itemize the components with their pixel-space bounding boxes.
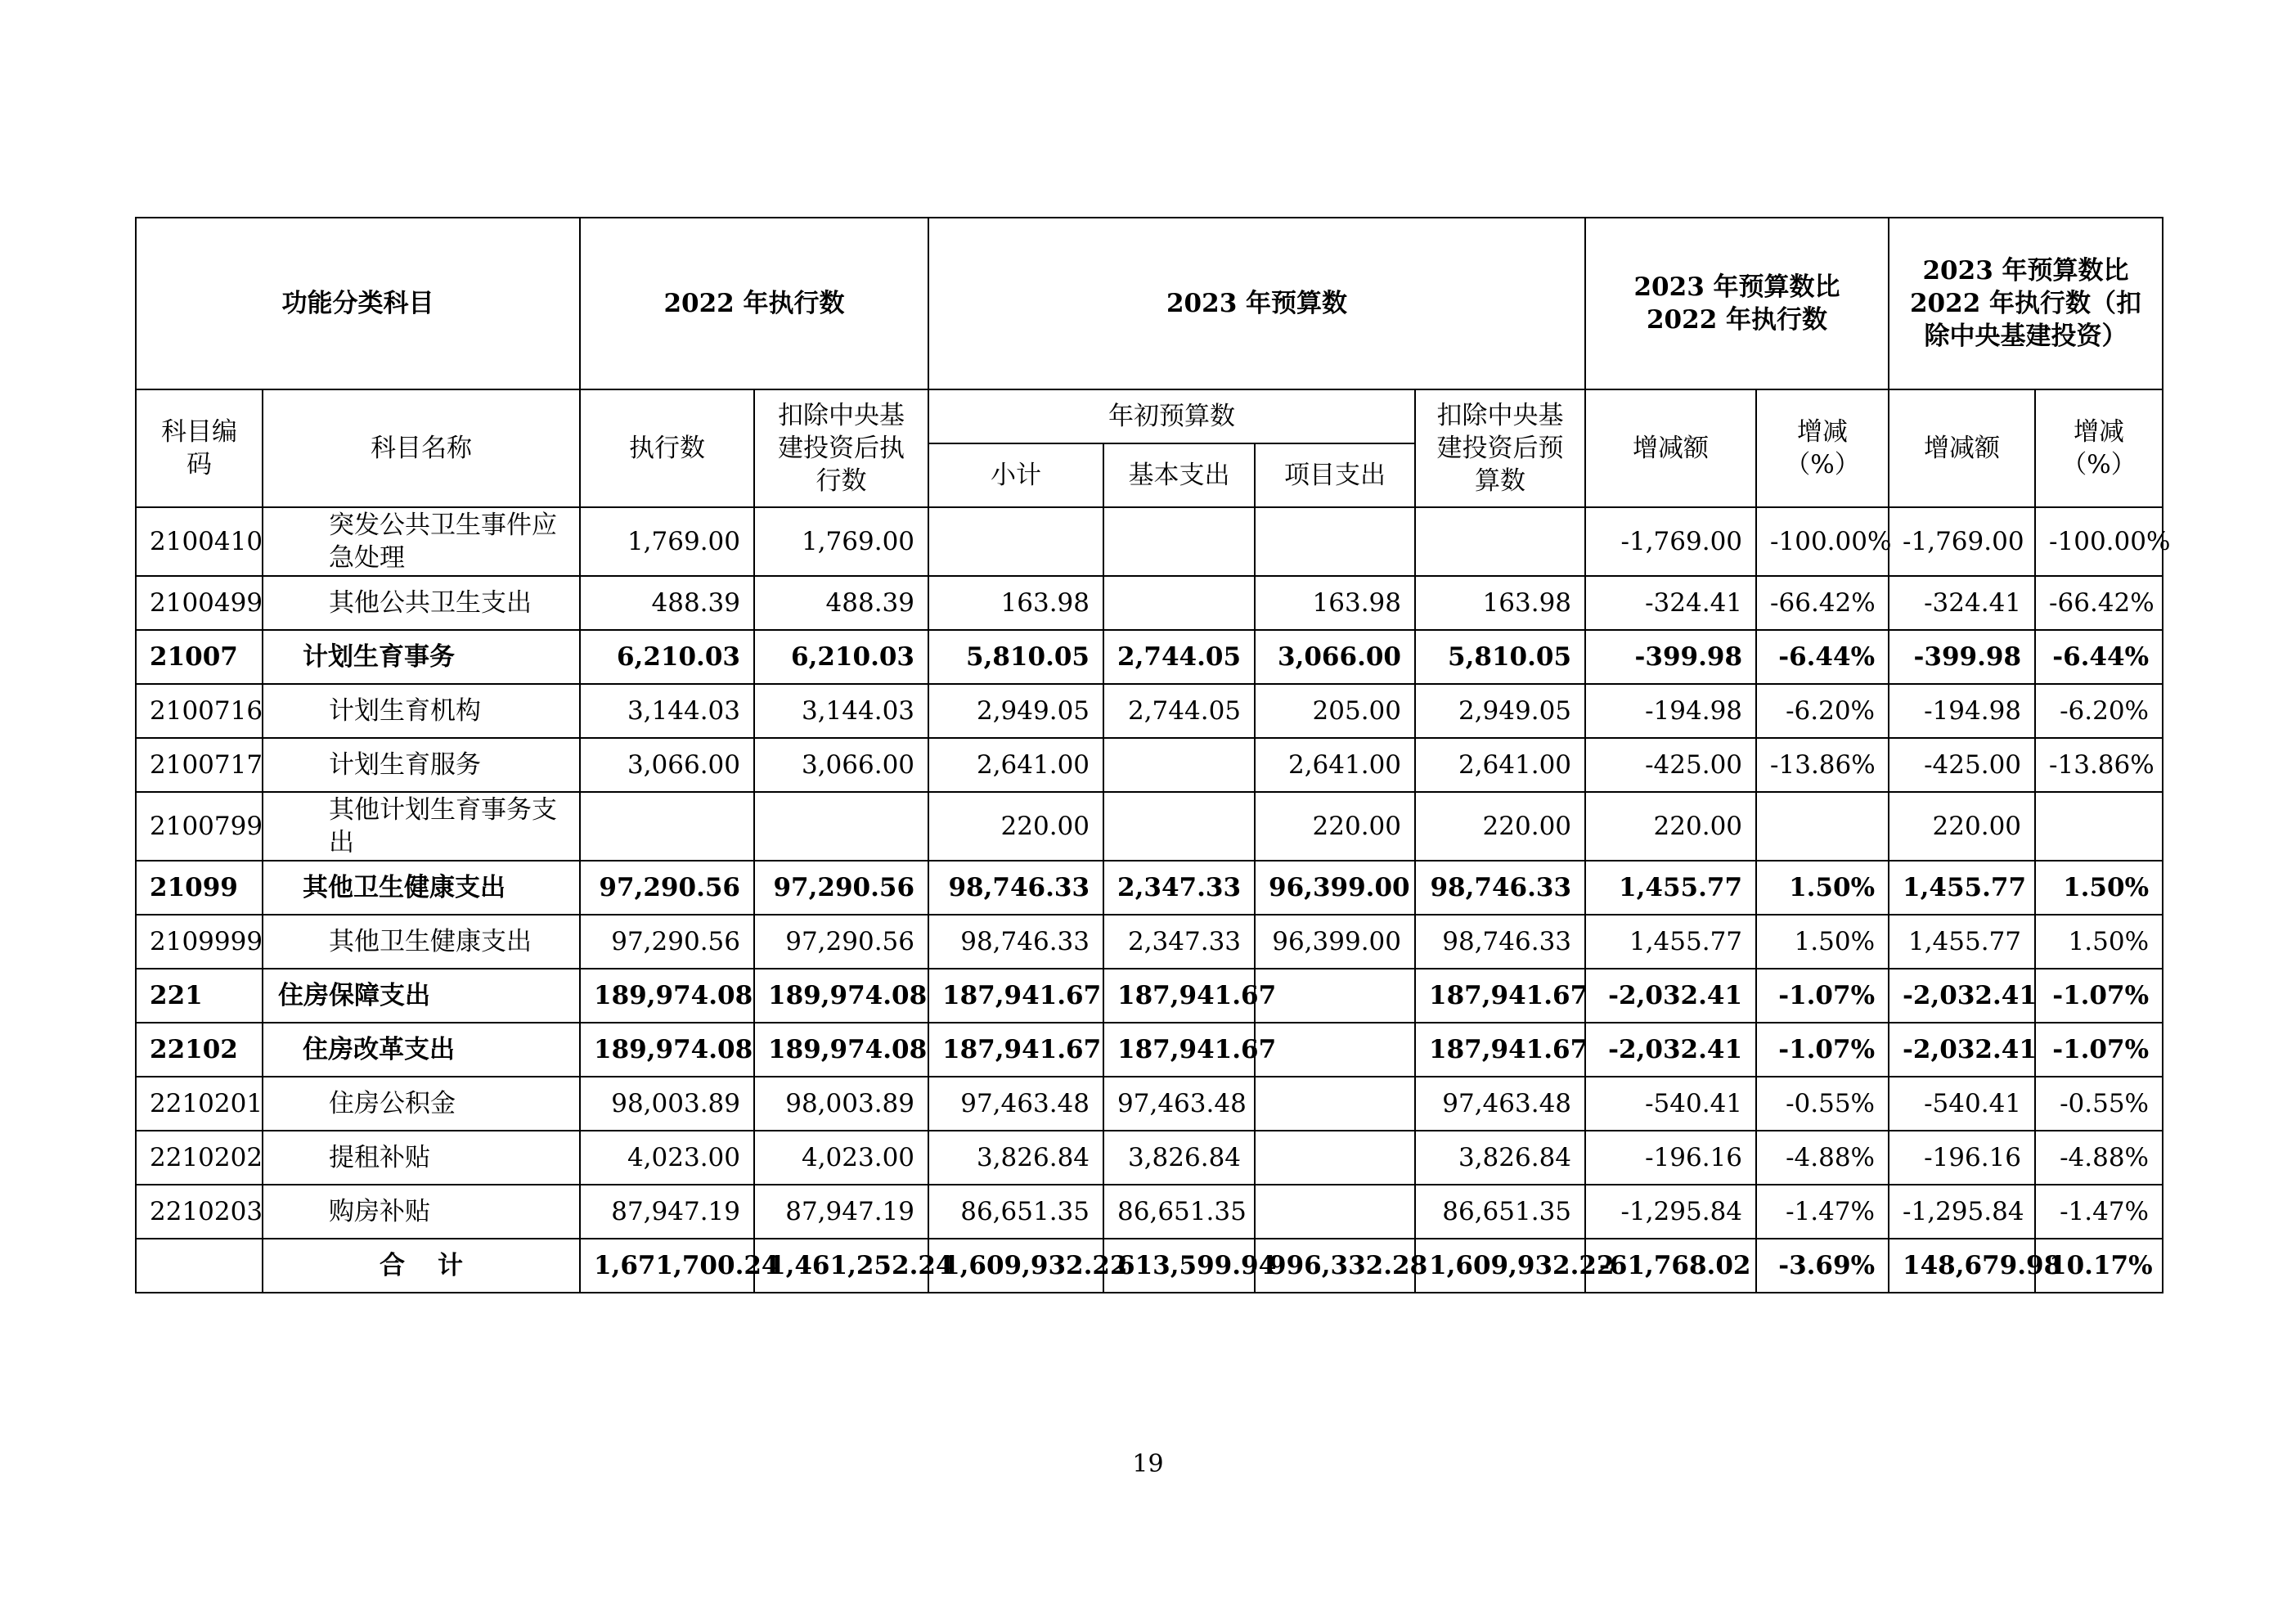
cell-project: 163.98 — [1255, 576, 1415, 630]
header-budget-excl: 扣除中央基建投资后预算数 — [1415, 389, 1585, 507]
cell-subtotal: 220.00 — [928, 792, 1103, 861]
cell-pct-1: 1.50% — [1756, 861, 1889, 915]
header-pct-2: 增减（%） — [2035, 389, 2163, 507]
cell-change-1: 1,455.77 — [1585, 915, 1756, 969]
cell-pct-2: 10.17% — [2035, 1239, 2163, 1293]
cell-code: 221 — [136, 969, 263, 1023]
cell-budget-excl — [1415, 507, 1585, 576]
cell-project — [1255, 507, 1415, 576]
cell-exec-2022: 4,023.00 — [580, 1131, 754, 1185]
cell-pct-2: -1.07% — [2035, 1023, 2163, 1077]
cell-budget-excl: 1,609,932.22 — [1415, 1239, 1585, 1293]
cell-exec-2022: 3,144.03 — [580, 684, 754, 738]
cell-basic: 86,651.35 — [1103, 1185, 1255, 1239]
cell-subtotal: 187,941.67 — [928, 1023, 1103, 1077]
cell-code: 2100799 — [136, 792, 263, 861]
cell-subtotal: 98,746.33 — [928, 915, 1103, 969]
cell-project: 3,066.00 — [1255, 630, 1415, 684]
cell-change-2: 1,455.77 — [1889, 915, 2035, 969]
cell-exec-excl: 189,974.08 — [754, 969, 928, 1023]
cell-change-2: -2,032.41 — [1889, 1023, 2035, 1077]
cell-name: 住房保障支出 — [263, 969, 580, 1023]
header-budget-2023: 2023 年预算数 — [928, 218, 1585, 389]
table-row — [136, 1185, 2163, 1239]
cell-budget-excl: 98,746.33 — [1415, 915, 1585, 969]
cell-subtotal: 187,941.67 — [928, 969, 1103, 1023]
cell-subtotal: 163.98 — [928, 576, 1103, 630]
cell-basic: 2,744.05 — [1103, 630, 1255, 684]
cell-code — [136, 1239, 263, 1293]
header-exec-num: 执行数 — [580, 389, 754, 507]
cell-subtotal: 3,826.84 — [928, 1131, 1103, 1185]
cell-basic — [1103, 738, 1255, 792]
cell-pct-2: -1.07% — [2035, 969, 2163, 1023]
page-number: 19 — [1132, 1450, 1164, 1478]
cell-exec-2022: 189,974.08 — [580, 969, 754, 1023]
header-change-2: 增减额 — [1889, 389, 2035, 507]
header-pct-1: 增减（%） — [1756, 389, 1889, 507]
cell-exec-excl: 97,290.56 — [754, 915, 928, 969]
cell-exec-2022: 1,671,700.24 — [580, 1239, 754, 1293]
cell-basic: 3,826.84 — [1103, 1131, 1255, 1185]
cell-code: 2210203 — [136, 1185, 263, 1239]
header-compare-2: 2023 年预算数比 2022 年执行数（扣除中央基建投资） — [1889, 218, 2163, 389]
cell-exec-excl: 97,290.56 — [754, 861, 928, 915]
cell-basic: 2,347.33 — [1103, 915, 1255, 969]
table-row — [136, 915, 2163, 969]
cell-pct-2: -66.42% — [2035, 576, 2163, 630]
cell-exec-2022: 97,290.56 — [580, 861, 754, 915]
cell-change-1: 1,455.77 — [1585, 861, 1756, 915]
cell-pct-2: -6.44% — [2035, 630, 2163, 684]
table-row — [136, 1023, 2163, 1077]
cell-exec-excl: 1,769.00 — [754, 507, 928, 576]
table-row — [136, 507, 2163, 576]
cell-pct-2: -1.47% — [2035, 1185, 2163, 1239]
table-row — [136, 861, 2163, 915]
cell-change-2: -399.98 — [1889, 630, 2035, 684]
cell-change-1: -399.98 — [1585, 630, 1756, 684]
cell-change-1: -324.41 — [1585, 576, 1756, 630]
cell-project — [1255, 1131, 1415, 1185]
cell-project — [1255, 1023, 1415, 1077]
cell-budget-excl: 86,651.35 — [1415, 1185, 1585, 1239]
cell-exec-2022: 87,947.19 — [580, 1185, 754, 1239]
cell-name: 购房补贴 — [263, 1185, 580, 1239]
cell-change-1: -2,032.41 — [1585, 1023, 1756, 1077]
cell-pct-1: -6.44% — [1756, 630, 1889, 684]
cell-change-1: -540.41 — [1585, 1077, 1756, 1131]
cell-name: 提租补贴 — [263, 1131, 580, 1185]
cell-pct-2: -4.88% — [2035, 1131, 2163, 1185]
header-exec-2022: 2022 年执行数 — [580, 218, 928, 389]
cell-exec-excl: 189,974.08 — [754, 1023, 928, 1077]
header-project: 项目支出 — [1255, 443, 1415, 507]
cell-pct-1: -100.00% — [1756, 507, 1889, 576]
cell-name: 计划生育服务 — [263, 738, 580, 792]
cell-pct-1: 1.50% — [1756, 915, 1889, 969]
cell-basic: 2,744.05 — [1103, 684, 1255, 738]
cell-pct-2: -13.86% — [2035, 738, 2163, 792]
cell-project: 2,641.00 — [1255, 738, 1415, 792]
cell-exec-excl: 87,947.19 — [754, 1185, 928, 1239]
cell-basic — [1103, 507, 1255, 576]
cell-name: 合计 — [263, 1239, 580, 1293]
cell-name: 住房改革支出 — [263, 1023, 580, 1077]
header-compare-1: 2023 年预算数比 2022 年执行数 — [1585, 218, 1889, 389]
budget-table — [135, 217, 2171, 1293]
cell-budget-excl: 5,810.05 — [1415, 630, 1585, 684]
cell-exec-excl: 6,210.03 — [754, 630, 928, 684]
cell-project — [1255, 969, 1415, 1023]
cell-basic — [1103, 792, 1255, 861]
cell-exec-2022 — [580, 792, 754, 861]
table-row — [136, 1131, 2163, 1185]
cell-budget-excl: 187,941.67 — [1415, 969, 1585, 1023]
cell-exec-excl: 3,144.03 — [754, 684, 928, 738]
cell-project: 96,399.00 — [1255, 915, 1415, 969]
table-row — [136, 738, 2163, 792]
table-body — [136, 507, 2171, 1293]
header-initial-budget: 年初预算数 — [928, 389, 1415, 443]
table-row — [136, 630, 2163, 684]
cell-pct-1: -66.42% — [1756, 576, 1889, 630]
cell-pct-1: -13.86% — [1756, 738, 1889, 792]
cell-exec-2022: 189,974.08 — [580, 1023, 754, 1077]
cell-exec-excl: 4,023.00 — [754, 1131, 928, 1185]
cell-budget-excl: 2,641.00 — [1415, 738, 1585, 792]
table-row — [136, 684, 2163, 738]
cell-project: 996,332.28 — [1255, 1239, 1415, 1293]
header-category: 功能分类科目 — [136, 218, 580, 389]
cell-change-2: -2,032.41 — [1889, 969, 2035, 1023]
cell-pct-1: -0.55% — [1756, 1077, 1889, 1131]
cell-pct-1: -1.07% — [1756, 1023, 1889, 1077]
cell-subtotal: 2,641.00 — [928, 738, 1103, 792]
cell-basic: 187,941.67 — [1103, 969, 1255, 1023]
table-row — [136, 969, 2163, 1023]
cell-change-1: -1,769.00 — [1585, 507, 1756, 576]
cell-change-2: -194.98 — [1889, 684, 2035, 738]
cell-budget-excl: 2,949.05 — [1415, 684, 1585, 738]
cell-change-2: -324.41 — [1889, 576, 2035, 630]
cell-pct-2: 1.50% — [2035, 861, 2163, 915]
cell-subtotal — [928, 507, 1103, 576]
total-row — [136, 1239, 2163, 1293]
header-name: 科目名称 — [263, 389, 580, 507]
cell-name: 计划生育机构 — [263, 684, 580, 738]
cell-pct-2: 1.50% — [2035, 915, 2163, 969]
cell-change-1: -2,032.41 — [1585, 969, 1756, 1023]
cell-exec-excl: 98,003.89 — [754, 1077, 928, 1131]
cell-exec-2022: 1,769.00 — [580, 507, 754, 576]
cell-code: 2100716 — [136, 684, 263, 738]
table-row — [136, 576, 2163, 630]
cell-basic: 613,599.94 — [1103, 1239, 1255, 1293]
cell-change-1: -61,768.02 — [1585, 1239, 1756, 1293]
cell-change-2: -540.41 — [1889, 1077, 2035, 1131]
cell-code: 22102 — [136, 1023, 263, 1077]
cell-subtotal: 1,609,932.22 — [928, 1239, 1103, 1293]
cell-exec-2022: 98,003.89 — [580, 1077, 754, 1131]
cell-project — [1255, 1185, 1415, 1239]
cell-change-2: 1,455.77 — [1889, 861, 2035, 915]
cell-budget-excl: 97,463.48 — [1415, 1077, 1585, 1131]
cell-pct-1: -1.07% — [1756, 969, 1889, 1023]
cell-basic: 187,941.67 — [1103, 1023, 1255, 1077]
cell-change-2: -196.16 — [1889, 1131, 2035, 1185]
table-row — [136, 1077, 2163, 1131]
cell-project: 205.00 — [1255, 684, 1415, 738]
cell-subtotal: 5,810.05 — [928, 630, 1103, 684]
cell-code: 2210201 — [136, 1077, 263, 1131]
cell-change-2: -425.00 — [1889, 738, 2035, 792]
cell-code: 21007 — [136, 630, 263, 684]
cell-project: 220.00 — [1255, 792, 1415, 861]
cell-subtotal: 86,651.35 — [928, 1185, 1103, 1239]
cell-code: 2109999 — [136, 915, 263, 969]
table-header — [136, 218, 2163, 507]
cell-pct-1: -4.88% — [1756, 1131, 1889, 1185]
cell-budget-excl: 187,941.67 — [1415, 1023, 1585, 1077]
cell-budget-excl: 98,746.33 — [1415, 861, 1585, 915]
cell-pct-1 — [1756, 792, 1889, 861]
cell-exec-excl: 488.39 — [754, 576, 928, 630]
cell-name: 计划生育事务 — [263, 630, 580, 684]
cell-exec-excl: 3,066.00 — [754, 738, 928, 792]
cell-budget-excl: 3,826.84 — [1415, 1131, 1585, 1185]
cell-code: 2100499 — [136, 576, 263, 630]
header-basic: 基本支出 — [1103, 443, 1255, 507]
cell-change-2: 148,679.98 — [1889, 1239, 2035, 1293]
cell-code: 2100410 — [136, 507, 263, 576]
cell-subtotal: 97,463.48 — [928, 1077, 1103, 1131]
table-row — [136, 792, 2163, 861]
header-subtotal: 小计 — [928, 443, 1103, 507]
cell-exec-2022: 97,290.56 — [580, 915, 754, 969]
header-change-1: 增减额 — [1585, 389, 1756, 507]
cell-code: 2210202 — [136, 1131, 263, 1185]
cell-code: 21099 — [136, 861, 263, 915]
cell-exec-excl — [754, 792, 928, 861]
cell-change-2: 220.00 — [1889, 792, 2035, 861]
cell-change-1: -1,295.84 — [1585, 1185, 1756, 1239]
cell-basic: 97,463.48 — [1103, 1077, 1255, 1131]
cell-exec-2022: 6,210.03 — [580, 630, 754, 684]
cell-exec-excl: 1,461,252.24 — [754, 1239, 928, 1293]
header-code: 科目编码 — [136, 389, 263, 507]
cell-pct-2 — [2035, 792, 2163, 861]
cell-code: 2100717 — [136, 738, 263, 792]
cell-budget-excl: 163.98 — [1415, 576, 1585, 630]
cell-basic: 2,347.33 — [1103, 861, 1255, 915]
cell-name: 住房公积金 — [263, 1077, 580, 1131]
cell-project — [1255, 1077, 1415, 1131]
cell-name: 其他计划生育事务支出 — [263, 792, 580, 861]
cell-subtotal: 2,949.05 — [928, 684, 1103, 738]
cell-exec-2022: 3,066.00 — [580, 738, 754, 792]
cell-name: 其他公共卫生支出 — [263, 576, 580, 630]
cell-change-1: -425.00 — [1585, 738, 1756, 792]
cell-project: 96,399.00 — [1255, 861, 1415, 915]
cell-change-1: -194.98 — [1585, 684, 1756, 738]
cell-basic — [1103, 576, 1255, 630]
cell-change-1: -196.16 — [1585, 1131, 1756, 1185]
cell-change-2: -1,295.84 — [1889, 1185, 2035, 1239]
cell-change-1: 220.00 — [1585, 792, 1756, 861]
cell-pct-2: -0.55% — [2035, 1077, 2163, 1131]
cell-subtotal: 98,746.33 — [928, 861, 1103, 915]
cell-budget-excl: 220.00 — [1415, 792, 1585, 861]
cell-pct-1: -3.69% — [1756, 1239, 1889, 1293]
cell-name: 其他卫生健康支出 — [263, 915, 580, 969]
cell-pct-1: -1.47% — [1756, 1185, 1889, 1239]
cell-pct-1: -6.20% — [1756, 684, 1889, 738]
cell-pct-2: -6.20% — [2035, 684, 2163, 738]
cell-exec-2022: 488.39 — [580, 576, 754, 630]
cell-name: 其他卫生健康支出 — [263, 861, 580, 915]
cell-change-2: -1,769.00 — [1889, 507, 2035, 576]
cell-pct-2: -100.00% — [2035, 507, 2163, 576]
cell-name: 突发公共卫生事件应急处理 — [263, 507, 580, 576]
header-exec-excl: 扣除中央基建投资后执行数 — [754, 389, 928, 507]
